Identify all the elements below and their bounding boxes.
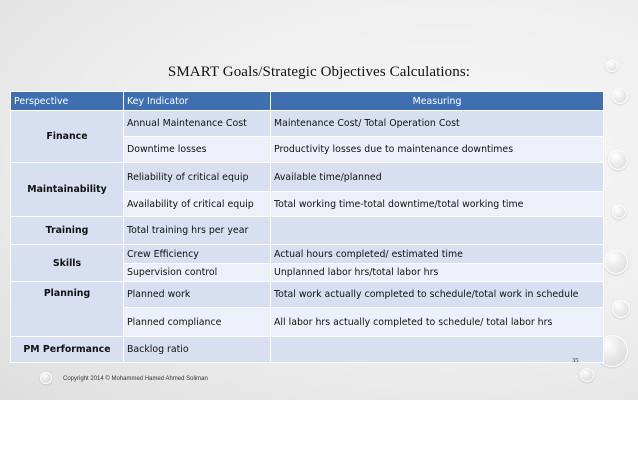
header-measuring: Measuring	[271, 92, 604, 111]
table-row	[11, 111, 604, 137]
measuring-cell	[271, 337, 604, 363]
measuring-cell: Total working time-total downtime/total working time	[271, 192, 604, 217]
water-drop-decoration	[612, 205, 626, 219]
page-number: 35	[572, 357, 579, 364]
indicator-cell: Supervision control	[124, 264, 271, 282]
indicator-cell: Planned work	[124, 282, 271, 308]
copyright-text: Copyright 2014 © Mohammed Hamed Ahmed Soliman	[63, 376, 208, 382]
indicator-cell: Reliability of critical equip	[124, 163, 271, 192]
slide-title: SMART Goals/Strategic Objectives Calculations:	[167, 64, 471, 80]
indicator-cell: Backlog ratio	[124, 337, 271, 363]
indicator-cell: Annual Maintenance Cost	[124, 111, 271, 137]
water-drop-decoration	[612, 300, 630, 318]
header-key-indicator: Key Indicator	[124, 92, 271, 111]
perspective-cell: Training	[11, 217, 124, 245]
indicator-cell: Crew Efficiency	[124, 245, 271, 264]
perspective-cell: Planning	[11, 282, 124, 337]
measuring-cell: Actual hours completed/ estimated time	[271, 245, 604, 264]
water-drop-decoration	[604, 250, 628, 274]
water-drop-decoration	[580, 368, 594, 382]
measuring-cell: Unplanned labor hrs/total labor hrs	[271, 264, 604, 282]
measuring-cell: Available time/planned	[271, 163, 604, 192]
water-drop-decoration	[612, 88, 628, 104]
table-row	[11, 245, 604, 264]
perspective-cell: Maintainability	[11, 163, 124, 217]
table-row	[11, 217, 604, 245]
table-row	[11, 337, 604, 363]
table-row	[11, 163, 604, 192]
perspective-cell: Skills	[11, 245, 124, 282]
measuring-cell: Productivity losses due to maintenance downtimes	[271, 137, 604, 163]
indicator-cell: Availability of critical equip	[124, 192, 271, 217]
measuring-cell: Maintenance Cost/ Total Operation Cost	[271, 111, 604, 137]
measuring-cell: All labor hrs actually completed to schedule/ total labor hrs	[271, 308, 604, 337]
measuring-cell: Total work actually completed to schedule/total work in schedule	[271, 282, 604, 308]
indicator-cell: Total training hrs per year	[124, 217, 271, 245]
water-drop-decoration	[40, 372, 52, 384]
perspective-cell: PM Performance	[11, 337, 124, 363]
table-header-row	[11, 92, 604, 111]
water-drop-decoration	[608, 150, 628, 170]
indicator-cell: Planned compliance	[124, 308, 271, 337]
header-perspective: Perspective	[11, 92, 124, 111]
smart-goals-table	[10, 91, 604, 363]
perspective-cell: Finance	[11, 111, 124, 163]
indicator-cell: Downtime losses	[124, 137, 271, 163]
measuring-cell	[271, 217, 604, 245]
table-row	[11, 282, 604, 308]
